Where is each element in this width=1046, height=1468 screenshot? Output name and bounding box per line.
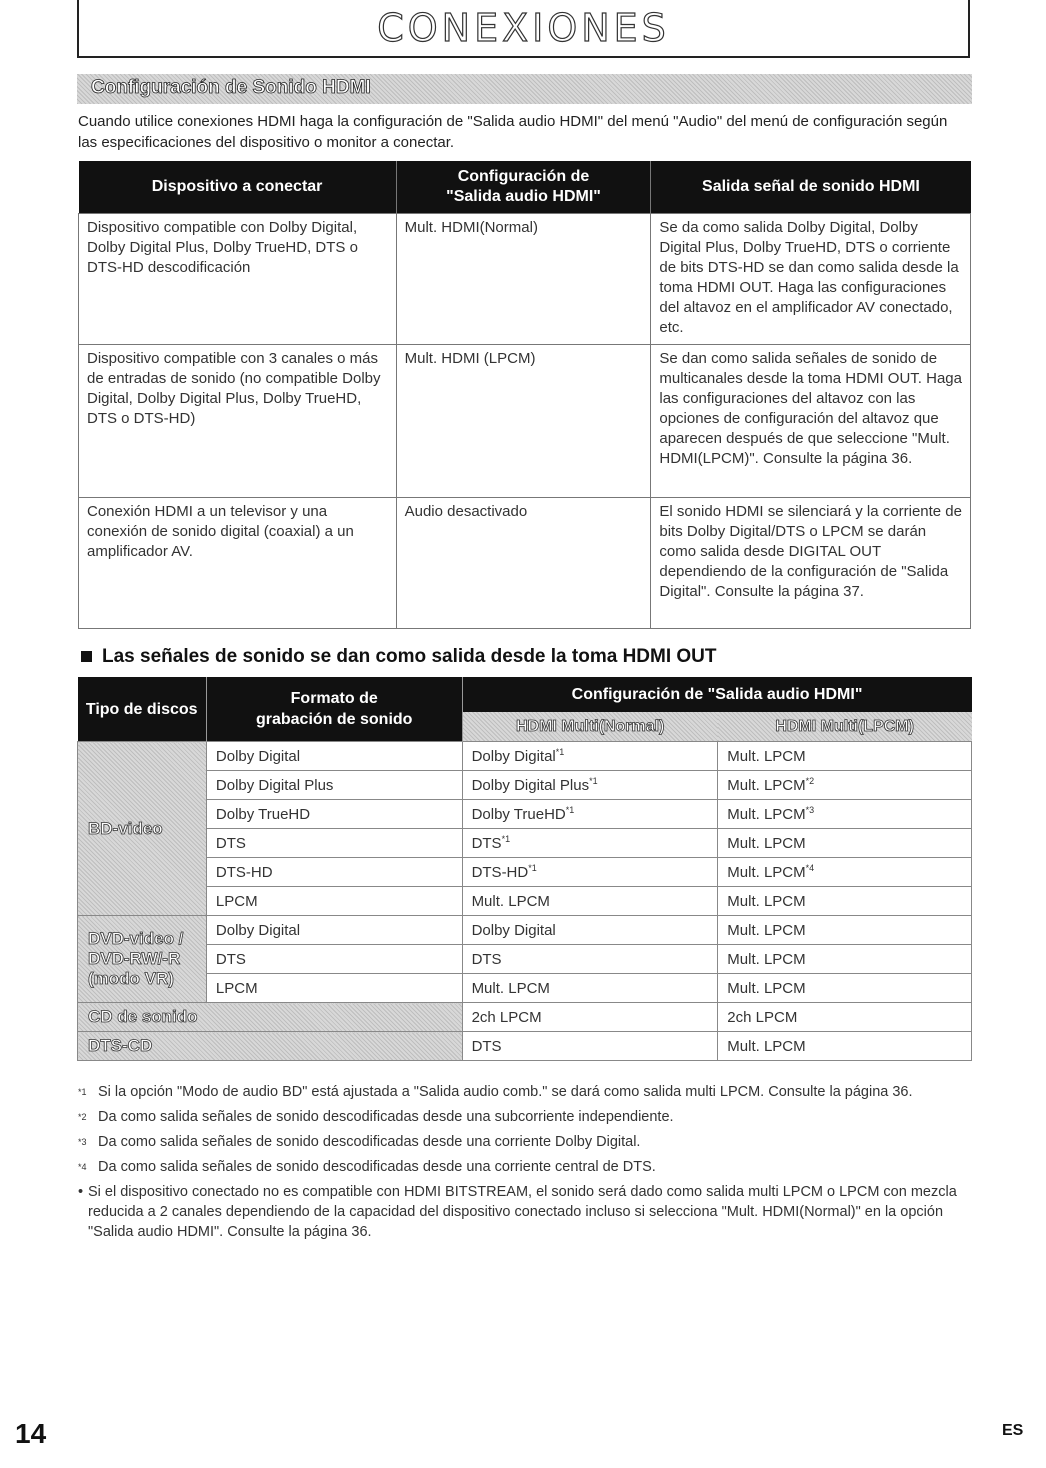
bullet-note-text: Si el dispositivo conectado no es compatible con HDMI BITSTREAM, el sonido será dado como salida multi LPCM o LPCM con mezcla reducida a 2 canales dependiendo de la capacidad del dispositivo conectado incluso si selecciona "Mult. HDMI(Normal)" en la opción "Salida audio HDMI". Consulte la página 36. (88, 1184, 957, 1240)
table2-header-config: Configuración de "Salida audio HDMI" (462, 677, 971, 712)
lpcm-cell: 2ch LPCM (718, 1003, 972, 1032)
table-row (78, 1003, 972, 1032)
normal-cell: DTS (462, 1032, 718, 1061)
normal-footnote-ref: *1 (589, 776, 598, 786)
normal-cell (462, 800, 718, 829)
square-bullet-icon (81, 651, 92, 662)
footnote-mark: *1 (78, 1087, 87, 1097)
table-row (78, 974, 972, 1003)
normal-cell (462, 829, 718, 858)
lpcm-cell (718, 829, 972, 858)
format-cell: LPCM (206, 974, 462, 1003)
footnote (78, 1132, 966, 1152)
section-heading: Configuración de Sonido HDMI (91, 77, 371, 98)
disc-type-cd: CD de sonido (78, 1003, 463, 1032)
table2-header-disc: Tipo de discos (78, 677, 207, 742)
normal-footnote-ref: *1 (501, 834, 511, 844)
table-cell-device: Dispositivo compatible con 3 canales o más de entradas de sonido (no compatible Dolby Digital, Dolby Digital Plus, Dolby TrueHD, DTS o DTS-HD) (79, 345, 397, 498)
page-title-box (77, 0, 970, 58)
table-cell-device: Conexión HDMI a un televisor y una conexión de sonido digital (coaxial) a un amplificador AV. (79, 498, 397, 629)
lpcm-value: Mult. LPCM (727, 835, 806, 852)
footnote-text: Si la opción "Modo de audio BD" está ajustada a "Salida audio comb." se dará como salida multi LPCM. Consulte la página 36. (98, 1084, 913, 1100)
normal-value: DTS (471, 835, 502, 852)
table-cell-setting: Mult. HDMI (LPCM) (396, 345, 651, 498)
disc-type-bd-video: BD-video (78, 742, 207, 916)
format-cell: DTS (206, 945, 462, 974)
bullet-note (78, 1182, 966, 1242)
normal-cell (462, 974, 718, 1003)
table1-header-output: Salida señal de sonido HDMI (651, 161, 971, 214)
table2-header-normal: HDMI Multi(Normal) (462, 712, 718, 741)
table2-header-lpcm: HDMI Multi(LPCM) (718, 712, 972, 741)
normal-cell (462, 858, 718, 887)
footnote-mark: *3 (78, 1137, 87, 1147)
footnote (78, 1157, 966, 1177)
lpcm-cell (718, 974, 972, 1003)
table-row (78, 771, 972, 800)
lpcm-cell (718, 771, 972, 800)
table-row (78, 858, 972, 887)
normal-cell (462, 887, 718, 916)
table-row (78, 945, 972, 974)
footnote (78, 1107, 966, 1127)
table1-header-setting: Configuración de "Salida audio HDMI" (396, 161, 651, 214)
lpcm-cell: Mult. LPCM (718, 1032, 972, 1061)
subheading-text: Las señales de sonido se dan como salida desde la toma HDMI OUT (102, 646, 717, 667)
table-cell-output: Se dan como salida señales de sonido de multicanales desde la toma HDMI OUT. Haga las configuraciones del altavoz con las opciones de configuración del altavoz que aparecen después de que seleccione "Mult. HDMI(LPCM)". Consulte la página 36. (651, 345, 971, 498)
normal-value: Mult. LPCM (471, 893, 550, 910)
lpcm-value: Mult. LPCM (727, 806, 806, 823)
footnote-text: Da como salida señales de sonido descodificadas desde una corriente Dolby Digital. (98, 1134, 641, 1150)
format-cell: DTS-HD (206, 858, 462, 887)
table-row (79, 214, 971, 345)
normal-cell (462, 771, 718, 800)
footnote-mark: *4 (78, 1162, 87, 1172)
section-heading-bar (77, 74, 972, 104)
format-cell: Dolby TrueHD (206, 800, 462, 829)
normal-value: DTS-HD (471, 864, 529, 881)
lpcm-cell (718, 945, 972, 974)
format-cell: Dolby Digital (206, 916, 462, 945)
table-row (78, 1032, 972, 1061)
lpcm-value: Mult. LPCM (727, 777, 806, 794)
footnote-mark: *2 (78, 1112, 87, 1122)
table2-header-format: Formato de grabación de sonido (206, 677, 462, 742)
page-number: 14 (15, 1418, 47, 1449)
normal-footnote-ref: *1 (528, 863, 537, 873)
table-row (78, 829, 972, 858)
lpcm-cell (718, 916, 972, 945)
format-cell: Dolby Digital (206, 742, 462, 771)
table-row (79, 345, 971, 498)
normal-footnote-ref: *1 (555, 747, 565, 757)
lpcm-cell (718, 742, 972, 771)
table-row (79, 498, 971, 629)
lpcm-value: Mult. LPCM (727, 979, 806, 997)
table-cell-setting: Audio desactivado (396, 498, 651, 629)
normal-cell: 2ch LPCM (462, 1003, 718, 1032)
disc-type-dvd: DVD-video / DVD-RW/-R (modo VR) (78, 916, 207, 1003)
lpcm-cell (718, 887, 972, 916)
bullet-icon: • (78, 1184, 84, 1200)
table-row (78, 800, 972, 829)
lpcm-footnote-ref: *4 (805, 863, 815, 873)
footnotes (78, 1082, 966, 1242)
audio-output-table (77, 677, 972, 1061)
table-cell-setting: Mult. HDMI(Normal) (396, 214, 651, 345)
lpcm-value: Mult. LPCM (727, 893, 806, 910)
normal-value: Dolby Digital Plus (471, 777, 590, 794)
table-cell-output: Se da como salida Dolby Digital, Dolby Digital Plus, Dolby TrueHD, DTS o corriente de bits DTS-HD se dan como salida desde la toma HDMI OUT. Haga las configuraciones del altavoz en el amplificador AV conectado, etc. (651, 214, 971, 345)
lpcm-footnote-ref: *3 (805, 805, 815, 815)
normal-value: Dolby TrueHD (471, 806, 566, 823)
lpcm-cell (718, 858, 972, 887)
format-cell: LPCM (206, 887, 462, 916)
normal-footnote-ref: *1 (565, 805, 575, 815)
table-row (78, 916, 972, 945)
hdmi-config-table (78, 161, 971, 629)
language-code: ES (1002, 1422, 1024, 1439)
table-cell-output: El sonido HDMI se silenciará y la corriente de bits Dolby Digital/DTS o LPCM se darán como salida desde DIGITAL OUT dependiendo de la configuración de "Salida Digital". Consulte la página 37. (651, 498, 971, 629)
format-cell: Dolby Digital Plus (206, 771, 462, 800)
table1-header-device: Dispositivo a conectar (79, 161, 397, 214)
intro-text: Cuando utilice conexiones HDMI haga la configuración de "Salida audio HDMI" del menú "Audio" del menú de configuración según las especificaciones del dispositivo o monitor a conectar. (78, 113, 948, 151)
normal-value: Mult. LPCM (471, 979, 550, 997)
footnote (78, 1082, 966, 1102)
footnote-text: Da como salida señales de sonido descodificadas desde una subcorriente independiente. (98, 1109, 674, 1125)
normal-value: Dolby Digital (471, 921, 556, 939)
normal-cell (462, 945, 718, 974)
table-cell-device: Dispositivo compatible con Dolby Digital, Dolby Digital Plus, Dolby TrueHD, DTS o DTS-HD descodificación (79, 214, 397, 345)
lpcm-value: Mult. LPCM (727, 950, 806, 968)
page-title: CONEXIONES (377, 6, 670, 50)
normal-value: DTS (471, 950, 502, 968)
normal-cell (462, 742, 718, 771)
table-row (78, 887, 972, 916)
footnote-text: Da como salida señales de sonido descodificadas desde una corriente central de DTS. (98, 1159, 656, 1175)
lpcm-cell (718, 800, 972, 829)
lpcm-value: Mult. LPCM (727, 864, 806, 881)
normal-cell (462, 916, 718, 945)
table-row (78, 742, 972, 771)
subheading (81, 646, 717, 668)
lpcm-value: Mult. LPCM (727, 921, 806, 939)
lpcm-value: Mult. LPCM (727, 748, 806, 765)
lpcm-footnote-ref: *2 (805, 776, 815, 786)
normal-value: Dolby Digital (471, 748, 556, 765)
disc-type-dts-cd: DTS-CD (78, 1032, 463, 1061)
format-cell: DTS (206, 829, 462, 858)
